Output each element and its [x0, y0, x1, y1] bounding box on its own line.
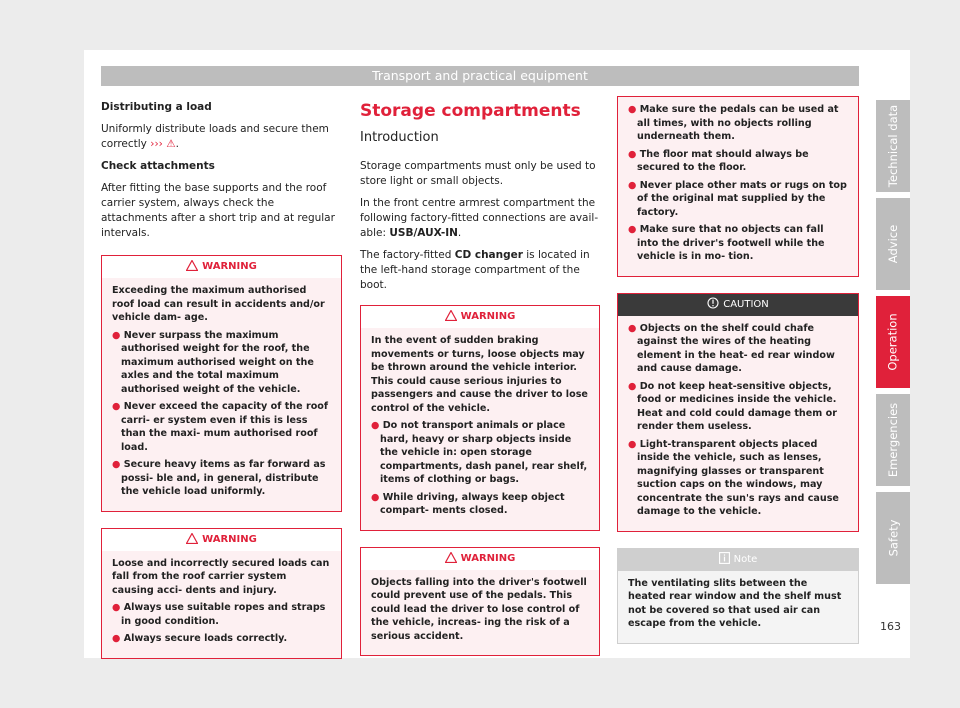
list-item: ● Do not keep heat-sensitive objects, food or medicines inside the vehicle. Heat and cold could damage them or render them useless.: [628, 380, 837, 432]
warning-triangle-icon: [445, 550, 457, 572]
tab-operation[interactable]: Operation: [876, 296, 910, 388]
bullet-icon: ●: [628, 438, 640, 450]
list-item: ● Never surpass the maximum authorised weight for the roof, the maximum authorised weight on the axles and the total maximum authorised weight of the vehicle.: [112, 329, 314, 395]
list-item: ● Objects on the shelf could chafe against the wires of the heating element in the heat- ed rear window and cause damage.: [628, 322, 835, 374]
tab-safety[interactable]: Safety: [876, 492, 910, 584]
warning-header: WARNING: [361, 548, 599, 570]
list-item: ● Never exceed the capacity of the roof carri- er system even if this is less than the maxi- mum authorised roof load.: [112, 401, 329, 453]
bullet-icon: ●: [628, 148, 640, 160]
note-box: [617, 548, 859, 644]
list-item: ● Make sure that no objects can fall into the driver's footwell while the vehicle is in mo- tion.: [628, 224, 825, 262]
note-header: Note: [618, 549, 858, 571]
caution-box: [617, 293, 859, 532]
column-right: [617, 96, 859, 644]
list-item: ● Always secure loads correctly.: [112, 633, 288, 644]
paragraph-cd-changer: The factory-fitted CD changer is located in the left-hand storage compartment of the boot.: [360, 249, 590, 291]
list-item: ● While driving, always keep object compart- ments closed.: [371, 491, 565, 516]
tab-technical-data[interactable]: Technical data: [876, 100, 910, 192]
warning-intro: Objects falling into the driver's footwell could prevent use of the pedals. This could lead the driver to lose control of the vehicle, increas- ing the risk of a serious accident.: [371, 576, 587, 642]
note-icon: [719, 551, 730, 573]
warning-body: [618, 97, 858, 276]
warning-body: [361, 570, 599, 656]
warning-triangle-icon: ⚠: [166, 138, 176, 150]
warning-triangle-icon: [445, 308, 457, 330]
bullet-icon: ●: [628, 179, 640, 191]
warning-body: [361, 328, 599, 530]
warning-box-footwell: [360, 547, 600, 657]
chevron-icon: ›››: [150, 138, 163, 150]
bullet-icon: ●: [112, 633, 124, 644]
bullet-icon: ●: [371, 491, 383, 503]
tab-advice[interactable]: Advice: [876, 198, 910, 290]
subheading-check: Check attachments: [101, 160, 215, 172]
column-middle: [360, 100, 600, 670]
bullet-icon: ●: [112, 329, 124, 341]
bullet-icon: ●: [112, 602, 124, 613]
caution-header: CAUTION: [618, 294, 858, 316]
warning-header: WARNING: [361, 306, 599, 328]
list-item: ● Make sure the pedals can be used at all times, with no objects rolling underneath them.: [628, 104, 839, 142]
list-item: ● Light-transparent objects placed inside the vehicle, such as lenses, magnifying glasses or transparent suction caps on the windows, may concentrate the sun's rays and cause damage to the vehicle.: [628, 438, 839, 517]
list-item: ● The floor mat should always be secured to the floor.: [628, 148, 809, 173]
bullet-icon: ●: [112, 401, 124, 412]
bullet-icon: ●: [628, 380, 640, 392]
warning-body: [102, 551, 341, 658]
column-left: [101, 100, 342, 673]
warning-intro: Loose and incorrectly secured loads can fall from the roof carrier system causing acci- dents and injury.: [112, 557, 330, 596]
note-body: [618, 571, 858, 643]
list-item: ● Secure heavy items as far forward as possi- ble and, in general, distribute the vehicle load uniformly.: [112, 459, 326, 497]
subheading-distributing: Distributing a load: [101, 101, 212, 113]
paragraph-intro: Storage compartments must only be used to store light or small objects.: [360, 160, 596, 187]
list-item: ● Always use suitable ropes and straps in good condition.: [112, 602, 326, 627]
paragraph-distributing: Uniformly distribute loads and secure them correctly ››› ⚠.: [101, 123, 329, 150]
warning-intro: In the event of sudden braking movements or turns, loose objects may be thrown around the vehicle interior. This could cause serious injuries to passengers and cause the driver to lose control of the vehicle.: [371, 335, 588, 414]
section-subtitle: Introduction: [360, 130, 439, 145]
warning-box-loose-loads: [101, 528, 342, 659]
bullet-icon: ●: [112, 459, 124, 470]
page-number: 163: [880, 620, 901, 633]
warning-intro: Exceeding the maximum authorised roof load can result in accidents and/or vehicle dam- age.: [112, 285, 325, 323]
warning-box-roof-load: [101, 255, 342, 512]
paragraph-check: After fitting the base supports and the roof carrier system, always check the attachments after a short trip and at regular intervals.: [101, 182, 335, 239]
warning-triangle-icon: [186, 531, 198, 553]
bullet-icon: ●: [628, 322, 640, 334]
bullet-icon: ●: [628, 224, 640, 235]
page-header: Transport and practical equipment: [101, 66, 859, 86]
warning-box-braking: [360, 305, 600, 531]
warning-box-continued: [617, 96, 859, 277]
warning-body: [102, 278, 341, 511]
section-title: Storage compartments: [360, 101, 581, 121]
list-item: ● Never place other mats or rugs on top of the original mat supplied by the factory.: [628, 179, 847, 218]
caution-body: [618, 316, 858, 531]
list-item: ● Do not transport animals or place hard, heavy or sharp objects inside the vehicle in: open storage compartments, dash panel, rear shelf, items of clothing or bags.: [371, 420, 588, 485]
note-text: The ventilating slits between the heated rear window and the shelf must not be covered so that used air can escape from the vehicle.: [628, 577, 842, 629]
paragraph-armrest: In the front centre armrest compartment the following factory-fitted connections are avail- able: USB/AUX-IN.: [360, 197, 599, 239]
warning-triangle-icon: [186, 258, 198, 280]
bullet-icon: ●: [628, 104, 640, 115]
bullet-icon: ●: [371, 420, 383, 431]
info-circle-icon: [707, 296, 719, 318]
warning-header: WARNING: [102, 529, 341, 551]
warning-header: WARNING: [102, 256, 341, 278]
tab-emergencies[interactable]: Emergencies: [876, 394, 910, 486]
